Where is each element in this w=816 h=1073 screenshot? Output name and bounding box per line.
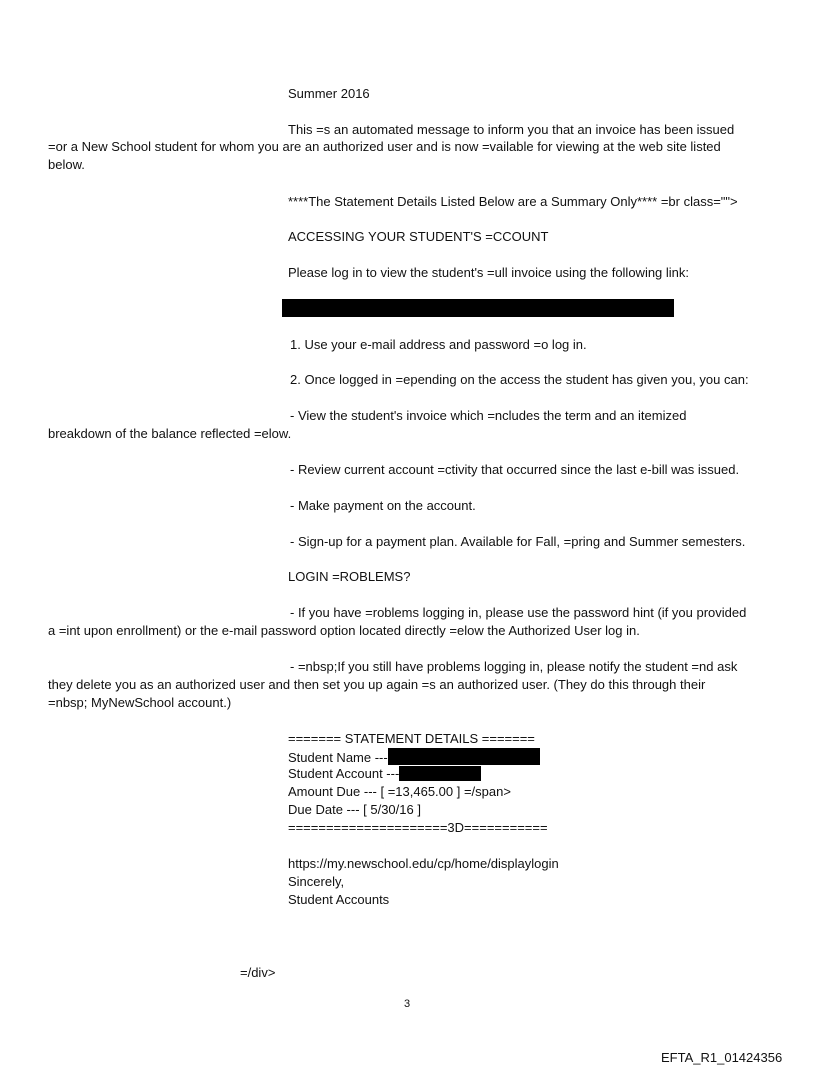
summary-note: ****The Statement Details Listed Below are a Summary Only**** =br class=""> bbox=[288, 194, 738, 209]
intro-line-2: =or a New School student for whom you are an authorized user and is now =vailable for viewing at the web site listed bbox=[48, 139, 721, 154]
login-problems-heading: LOGIN =ROBLEMS? bbox=[288, 569, 411, 584]
statement-separator: =====================3D=========== bbox=[288, 820, 548, 835]
statement-header: ======= STATEMENT DETAILS ======= bbox=[288, 731, 535, 746]
student-account-row bbox=[288, 766, 481, 782]
redacted-link bbox=[282, 299, 674, 317]
due-date: Due Date --- [ 5/30/16 ] bbox=[288, 802, 421, 817]
login-instruction: Please log in to view the student's =ull invoice using the following link: bbox=[288, 265, 690, 280]
footer-id: EFTA_R1_01424356 bbox=[661, 1050, 783, 1065]
make-payment: - Make payment on the account. bbox=[290, 498, 476, 513]
step-1: 1. Use your e-mail address and password =o log in. bbox=[290, 337, 587, 352]
amount-due: Amount Due --- [ =13,465.00 ] =/span> bbox=[288, 784, 511, 799]
login-problem-1-line-1: - If you have =roblems logging in, please use the password hint (if you provided bbox=[290, 605, 747, 620]
page-number: 3 bbox=[404, 998, 411, 1010]
view-invoice-line-2: breakdown of the balance reflected =elow. bbox=[48, 426, 292, 441]
intro-line-1: This =s an automated message to inform you that an invoice has been issued bbox=[288, 122, 735, 137]
student-name-row bbox=[288, 748, 540, 766]
intro-line-3: below. bbox=[48, 157, 85, 172]
step-2: 2. Once logged in =epending on the access the student has given you, you can: bbox=[290, 372, 749, 387]
view-invoice-line-1: - View the student's invoice which =ncludes the term and an itemized bbox=[290, 408, 687, 423]
accessing-heading: ACCESSING YOUR STUDENT'S =CCOUNT bbox=[288, 229, 549, 244]
signature: Student Accounts bbox=[288, 892, 390, 907]
login-problem-1-line-2: a =int upon enrollment) or the e-mail password option located directly =elow the Authorized User log in. bbox=[48, 623, 640, 638]
redacted-student-account bbox=[399, 766, 481, 781]
login-problem-2-line-1: - =nbsp;If you still have problems logging in, please notify the student =nd ask bbox=[290, 659, 738, 674]
login-problem-2-line-3: =nbsp; MyNewSchool account.) bbox=[48, 695, 232, 710]
login-problem-2-line-2: they delete you as an authorized user and then set you up again =s an authorized user. (They do this through their bbox=[48, 677, 706, 692]
payment-plan: - Sign-up for a payment plan. Available for Fall, =pring and Summer semesters. bbox=[290, 534, 746, 549]
review-activity: - Review current account =ctivity that occurred since the last e-bill was issued. bbox=[290, 462, 740, 477]
student-account-label: Student Account --- bbox=[288, 766, 400, 781]
header-term: Summer 2016 bbox=[288, 86, 370, 101]
login-url: https://my.newschool.edu/cp/home/displaylogin bbox=[288, 856, 559, 871]
sincerely: Sincerely, bbox=[288, 874, 345, 889]
redacted-student-name bbox=[388, 748, 540, 765]
div-close-tag: =/div> bbox=[240, 965, 276, 980]
student-name-label: Student Name --- bbox=[288, 750, 388, 765]
